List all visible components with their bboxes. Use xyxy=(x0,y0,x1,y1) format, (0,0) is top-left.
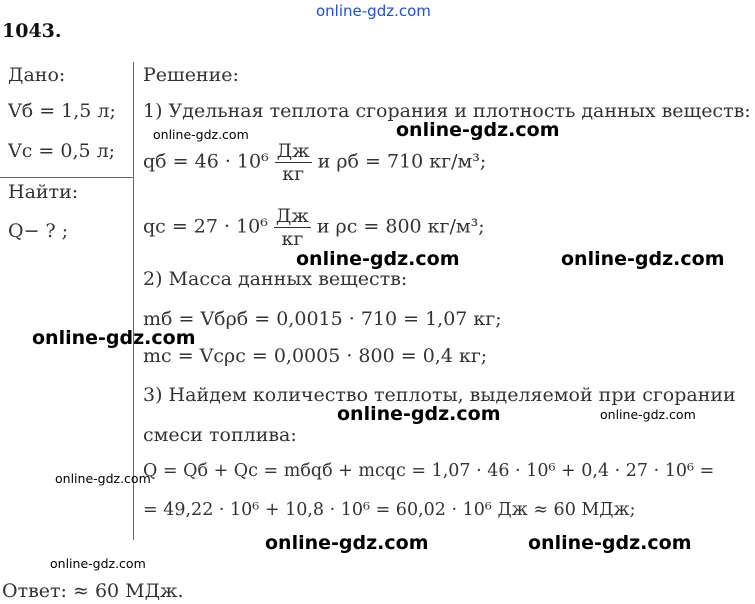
watermark: online-gdz.com xyxy=(153,127,249,142)
find-heading: Найти: xyxy=(8,181,79,203)
formula-q-b-left: qб = 46 · 10⁶ xyxy=(143,150,269,173)
step3-line1: 3) Найдем количество теплоты, выделяемой при сгорании xyxy=(143,384,736,406)
find-q: Q− ? ; xyxy=(8,220,69,242)
unit-fraction-c xyxy=(274,205,311,250)
formula-q-b xyxy=(143,140,486,185)
problem-number: 1043. xyxy=(2,20,62,42)
unit-fraction-num: Дж xyxy=(275,205,309,227)
formula-q-c-left: qс = 27 · 10⁶ xyxy=(143,215,268,238)
vertical-divider xyxy=(133,62,134,540)
unit-fraction-den: кг xyxy=(281,228,304,250)
given-heading: Дано: xyxy=(8,64,66,86)
step1-text: 1) Удельная теплота сгорания и плотность данных веществ: xyxy=(143,100,751,122)
given-volume-b: Vб = 1,5 л; xyxy=(8,100,116,122)
watermark: online-gdz.com xyxy=(396,119,560,141)
watermark: online-gdz.com xyxy=(32,327,196,349)
formula-q-c xyxy=(143,205,485,250)
formula-m-b: mб = Vбρб = 0,0015 · 710 = 1,07 кг; xyxy=(143,308,502,330)
formula-q-total-2: = 49,22 · 10⁶ + 10,8 · 10⁶ = 60,02 · 10⁶ Дж ≈ 60 МДж; xyxy=(143,500,636,520)
given-volume-c: Vс = 0,5 л; xyxy=(8,140,116,162)
watermark: online-gdz.com xyxy=(528,532,692,554)
horizontal-divider xyxy=(0,177,133,178)
watermark: online-gdz.com xyxy=(55,471,151,486)
unit-fraction-num: Дж xyxy=(276,140,310,162)
solution-heading: Решение: xyxy=(143,64,239,86)
watermark: online-gdz.com xyxy=(296,248,460,270)
formula-q-total-1: Q = Qб + Qс = mбqб + mсqс = 1,07 · 46 · 10⁶ + 0,4 · 27 · 10⁶ = xyxy=(143,461,715,481)
watermark: online-gdz.com xyxy=(265,532,429,554)
watermark-top: online-gdz.com xyxy=(316,2,431,20)
watermark: online-gdz.com xyxy=(600,407,696,422)
step2-text: 2) Масса данных веществ: xyxy=(143,268,408,290)
watermark: online-gdz.com xyxy=(337,403,501,425)
unit-fraction-den: кг xyxy=(282,163,305,185)
unit-fraction-b xyxy=(275,140,312,185)
answer: Ответ: ≈ 60 МДж. xyxy=(2,580,184,602)
formula-m-c: mс = Vсρс = 0,0005 · 800 = 0,4 кг; xyxy=(143,345,488,367)
watermark: online-gdz.com xyxy=(50,556,146,571)
formula-q-b-right: и ρб = 710 кг/м³; xyxy=(317,150,487,173)
step3-line2: смеси топлива: xyxy=(143,424,297,446)
formula-q-c-right: и ρс = 800 кг/м³; xyxy=(316,215,485,238)
watermark: online-gdz.com xyxy=(561,248,725,270)
